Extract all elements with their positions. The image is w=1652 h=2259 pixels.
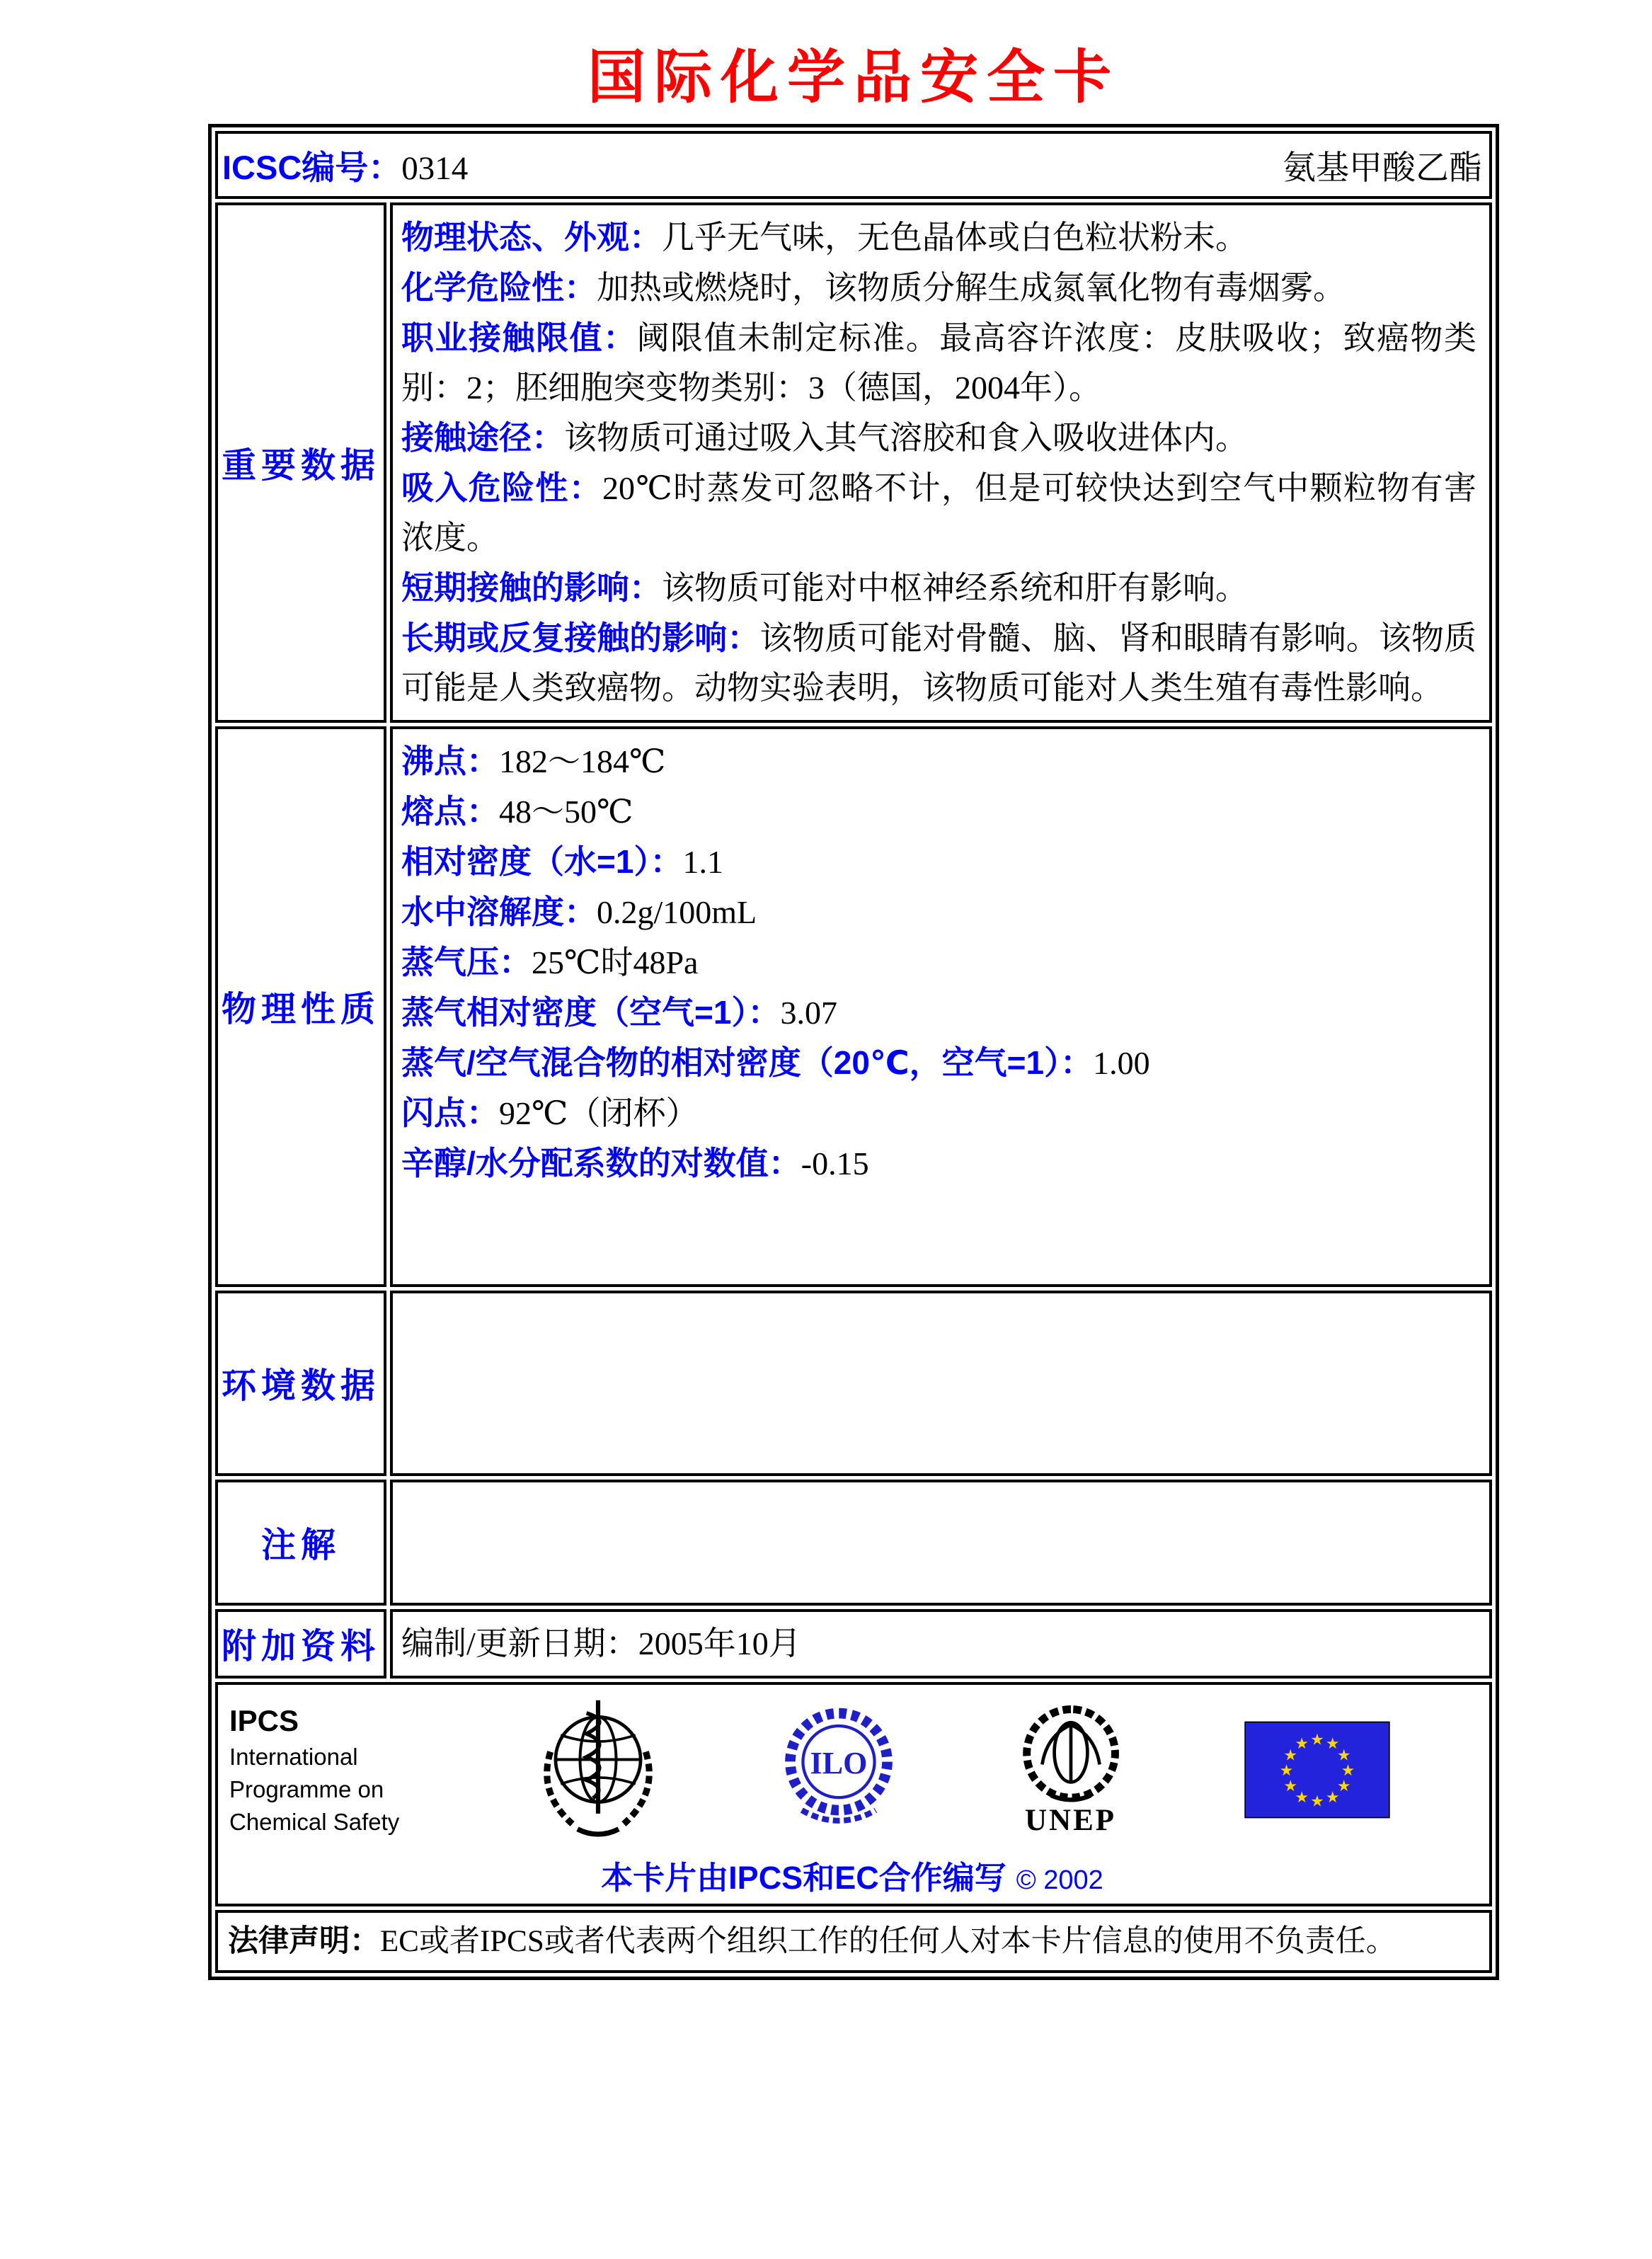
additional-info-content: 编制/更新日期：2005年10月 [390,1609,1492,1678]
icsc-table [208,124,1499,1980]
field-flash-point [401,1088,1476,1138]
ipcs-text-block [229,1701,415,1838]
eu-flag-icon [1244,1717,1390,1823]
environmental-data-row [215,1291,1492,1476]
svg-text:★: ★ [1337,1777,1351,1795]
field-value: 加热或燃烧时，该物质分解生成氮氧化物有毒烟雾。 [597,270,1346,306]
field-label: 短期接触的影响： [401,569,662,606]
field-label: 化学危险性： [401,269,597,306]
header-row [215,131,1492,199]
field-value: 几乎无气味，无色晶体或白色粒状粉末。 [662,219,1248,256]
svg-text:ILO: ILO [810,1745,868,1780]
svg-text:★: ★ [1310,1731,1324,1749]
field-vapor-air-mixture-density [401,1038,1476,1088]
field-label: 沸点： [401,743,499,779]
field-value: 1.1 [682,844,723,880]
field-label: 水中溶解度： [401,893,597,930]
field-vapor-relative-density [401,988,1476,1038]
physical-properties-content [390,726,1492,1287]
svg-text:★: ★ [1341,1762,1355,1780]
physical-properties-row [215,726,1492,1287]
field-value: 25℃时48Pa [532,944,699,980]
unep-logo-block [1016,1703,1126,1838]
unep-emblem-icon [1016,1703,1126,1809]
field-value: 3.07 [780,995,837,1031]
who-emblem-icon [534,1695,662,1845]
page-title: 国际化学品安全卡 [587,45,1120,110]
field-exposure-routes [401,413,1476,463]
field-value: 0.2g/100mL [597,894,757,930]
substance-name: 氨基甲酸乙酯 [1283,149,1482,187]
field-value: 92℃（闭杯） [499,1095,699,1131]
notes-content [390,1480,1492,1606]
icsc-number-value: 0314 [401,149,469,187]
icsc-card [208,0,1499,1980]
field-label: 吸入危险性： [401,469,603,506]
field-short-term-effects [401,563,1476,613]
ilo-emblem-icon [781,1704,897,1836]
legal-cell [215,1910,1492,1973]
field-melting-point [401,787,1476,837]
field-relative-density [401,837,1476,887]
svg-text:★: ★ [1295,1735,1309,1754]
important-data-row [215,202,1492,723]
field-label: 物理状态、外观： [401,219,662,256]
section-label-notes: 注解 [215,1480,386,1606]
section-label-physical-properties: 物理性质 [215,726,386,1287]
ipcs-line: Chemical Safety [229,1809,400,1835]
field-inhalation-risk [401,463,1476,563]
field-chemical-danger [401,263,1476,313]
legal-label: 法律声明： [228,1924,380,1958]
header-cell [215,131,1492,199]
ipcs-heading: IPCS [229,1704,299,1737]
section-label-important-data: 重要数据 [215,202,386,723]
field-water-solubility [401,887,1476,937]
section-label-environmental-data: 环境数据 [215,1291,386,1476]
additional-info-row [215,1609,1492,1678]
field-value: 1.00 [1093,1045,1150,1081]
ipcs-line: International [229,1744,358,1770]
field-value: 20℃时蒸发可忽略不计，但是可较快达到空气中颗粒物有害浓度。 [401,470,1476,556]
legal-text: EC或者IPCS或者代表两个组织工作的任何人对本卡片信息的使用不负责任。 [380,1925,1396,1958]
field-label: 辛醇/水分配系数的对数值： [401,1145,801,1182]
field-value: 该物质可能对中枢神经系统和肝有影响。 [662,570,1248,606]
field-label: 蒸气/空气混合物的相对密度（20℃，空气=1）： [401,1044,1094,1081]
credit-line [229,1852,1475,1898]
svg-text:★: ★ [1295,1788,1309,1807]
field-label: 职业接触限值： [401,319,637,356]
unep-wordmark: UNEP [1024,1803,1117,1837]
field-value: 该物质可通过吸入其气溶胶和食入吸收进体内。 [564,420,1248,456]
legal-row [215,1910,1492,1973]
logos-cell [215,1682,1492,1906]
svg-text:★: ★ [1283,1746,1297,1765]
field-vapor-pressure [401,937,1476,988]
field-label: 蒸气相对密度（空气=1）： [401,994,781,1031]
field-label: 熔点： [401,793,499,830]
section-label-additional-info: 附加资料 [215,1609,386,1678]
field-label: 接触途径： [401,419,564,456]
icsc-number-group [222,142,468,189]
logos-row [215,1682,1492,1906]
field-value: 该物质可能对骨髓、脑、肾和眼睛有影响。该物质可能是人类致癌物。动物实验表明，该物质可能对人类生殖有毒性影响。 [401,620,1476,706]
svg-text:★: ★ [1283,1777,1297,1795]
field-label: 闪点： [401,1094,499,1131]
field-value: 阈限值未制定标准。最高容许浓度：皮肤吸收；致癌物类别：2；胚细胞突变物类别：3（德国，2004年）。 [401,320,1477,406]
credit-year: © 2002 [1016,1865,1103,1895]
important-data-content [390,202,1492,723]
field-label: 相对密度（水=1）： [401,843,683,880]
logos-strip [229,1695,1475,1845]
field-octanol-water-coefficient [401,1138,1476,1189]
svg-text:★: ★ [1325,1788,1340,1807]
svg-text:★: ★ [1310,1792,1324,1811]
field-value: 48～50℃ [499,794,633,830]
field-value: -0.15 [801,1145,869,1182]
field-long-term-effects [401,613,1476,713]
field-physical-state [401,212,1476,263]
field-boiling-point [401,736,1476,787]
svg-text:★: ★ [1337,1746,1351,1765]
credit-text: 本卡片由IPCS和EC合作编写 [601,1860,1006,1896]
svg-text:★: ★ [1325,1735,1340,1754]
field-label: 蒸气压： [401,944,532,980]
icsc-number-label: ICSC编号： [222,148,402,186]
svg-text:★: ★ [1279,1762,1294,1780]
field-occupational-limits [401,313,1476,413]
field-label: 长期或反复接触的影响： [401,619,760,656]
field-value: 182～184℃ [499,743,666,779]
ipcs-line: Programme on [229,1776,384,1802]
notes-row [215,1480,1492,1606]
environmental-data-content [390,1291,1492,1476]
